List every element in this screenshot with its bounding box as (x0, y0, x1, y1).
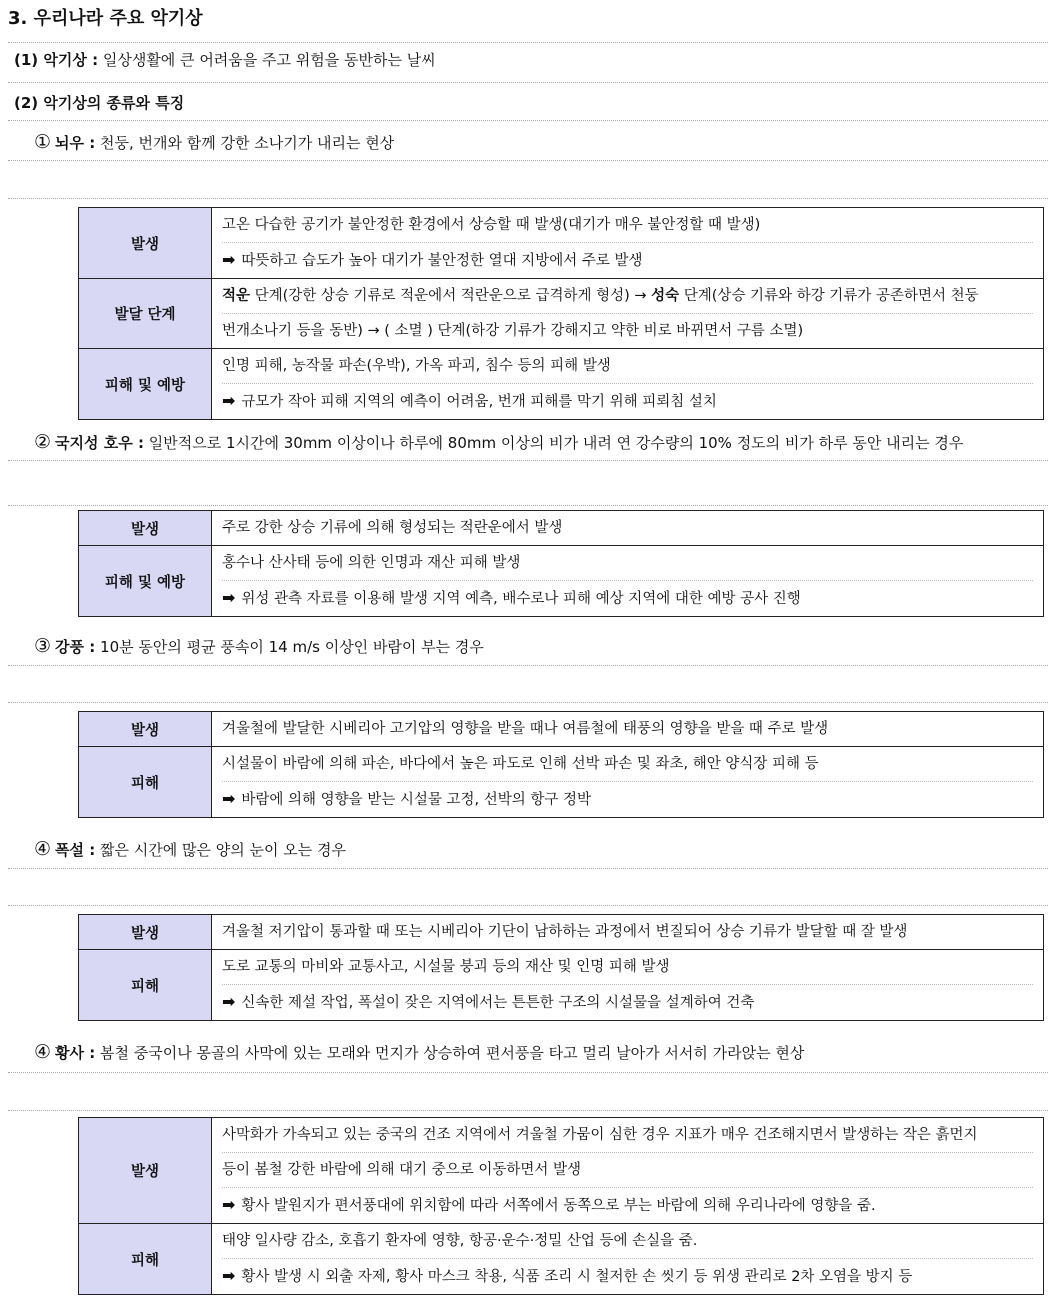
ruled-line (8, 1072, 1048, 1073)
arrow-icon: ➡ (222, 250, 236, 269)
content-line: ➡ 황사 발원지가 편서풍대에 위치함에 따라 서쪽에서 동쪽으로 부는 바람에 의해 우리나라에 영향을 줌. (222, 1187, 1033, 1223)
row-content (212, 712, 1044, 747)
table-row (79, 712, 1044, 747)
content-line: 번개소나기 등을 동반) → ( 소멸 ) 단계(하강 기류가 강해지고 약한 비로 바뀌면서 구름 소멸) (222, 313, 1033, 348)
row-label: 피해 및 예방 (79, 546, 212, 617)
content-line: 사막화가 가속되고 있는 중국의 건조 지역에서 겨울철 가뭄이 심한 경우 지표가 매우 건조해지면서 발생하는 작은 흙먼지 (222, 1127, 978, 1143)
row-label: 피해 (79, 950, 212, 1021)
section-marker: ④ (34, 838, 52, 860)
content-line: ➡ 바람에 의해 영향을 받는 시설물 고정, 선박의 항구 정박 (222, 781, 1033, 817)
row-content (212, 208, 1044, 279)
ruled-line (8, 42, 1048, 43)
ruled-line (8, 198, 1048, 199)
row-content (212, 546, 1044, 617)
content-line: 인명 피해, 농작물 파손(우박), 가옥 파괴, 침수 등의 피해 발생 (222, 358, 611, 374)
section-heading (34, 131, 394, 154)
section-marker: ③ (34, 635, 52, 657)
section-heading (34, 635, 484, 658)
row-label: 피해 (79, 1224, 212, 1295)
section-name: 폭설 : (55, 841, 96, 859)
section-name: 강풍 : (55, 638, 96, 656)
table-row (79, 747, 1044, 818)
row-label: 발생 (79, 915, 212, 950)
content-line: 등이 봄철 강한 바람에 의해 대기 중으로 이동하면서 발생 (222, 1152, 1033, 1187)
row-label: 피해 (79, 747, 212, 818)
row-label: 피해 및 예방 (79, 349, 212, 420)
section-heading (34, 431, 963, 454)
content-line: 주로 강한 상승 기류에 의해 형성되는 적란운에서 발생 (222, 520, 563, 536)
definition-line (14, 49, 436, 71)
content-line: 홍수나 산사태 등에 의한 인명과 재산 피해 발생 (222, 555, 521, 571)
content-line: ➡ 규모가 작아 피해 지역의 예측이 어려움, 번개 피해를 막기 위해 피뢰침 설치 (222, 383, 1033, 419)
row-label: 발생 (79, 1118, 212, 1224)
row-content (212, 1118, 1044, 1224)
table-row (79, 915, 1044, 950)
table-row (79, 349, 1044, 420)
content-line: ➡ 황사 발생 시 외출 자제, 황사 마스크 착용, 식품 조리 시 철저한 손 씻기 등 위생 관리로 2차 오염을 방지 등 (222, 1258, 1033, 1294)
section-desc: 천둥, 번개와 함께 강한 소나기가 내리는 현상 (100, 134, 395, 152)
section-marker: ② (34, 431, 52, 453)
table-row (79, 1224, 1044, 1295)
content-line: ➡ 위성 관측 자료를 이용해 발생 지역 예측, 배수로나 피해 예상 지역에 대한 예방 공사 진행 (222, 580, 1033, 616)
info-table (78, 914, 1044, 1021)
row-content (212, 747, 1044, 818)
row-content (212, 915, 1044, 950)
section-desc: 짧은 시간에 많은 양의 눈이 오는 경우 (100, 841, 346, 859)
definition-label: (1) 악기상 : (14, 51, 99, 69)
row-label: 발생 (79, 712, 212, 747)
arrow-icon: ➡ (222, 1195, 236, 1214)
content-line: 적운 단계(강한 상승 기류로 적운에서 적란운으로 급격하게 형성) → 성숙 단계(상승 기류와 하강 기류가 공존하면서 천둥 (222, 288, 979, 304)
content-line: ➡ 신속한 제설 작업, 폭설이 잦은 지역에서는 튼튼한 구조의 시설물을 설계하여 건축 (222, 984, 1033, 1020)
ruled-line (8, 868, 1048, 869)
types-heading: (2) 악기상의 종류와 특징 (14, 94, 185, 112)
content-line: 도로 교통의 마비와 교통사고, 시설물 붕괴 등의 재산 및 인명 피해 발생 (222, 959, 670, 975)
section-name: 국지성 호우 : (55, 434, 144, 452)
ruled-line (8, 702, 1048, 703)
row-label: 발생 (79, 511, 212, 546)
ruled-line (8, 82, 1048, 83)
arrow-icon: ➡ (222, 1266, 236, 1285)
ruled-line (8, 1110, 1048, 1111)
ruled-line (8, 505, 1048, 506)
table-row (79, 950, 1044, 1021)
row-content (212, 1224, 1044, 1295)
content-line: 태양 일사량 감소, 호흡기 환자에 영향, 항공·운수·정밀 산업 등에 손실을 줌. (222, 1233, 698, 1249)
content-line: 고온 다습한 공기가 불안정한 환경에서 상승할 때 발생(대기가 매우 불안정할 때 발생) (222, 217, 761, 233)
arrow-icon: ➡ (222, 789, 236, 808)
section-desc: 봄철 중국이나 몽골의 사막에 있는 모래와 먼지가 상승하여 편서풍을 타고 멀리 날아가 서서히 가라앉는 현상 (100, 1044, 805, 1062)
table-row (79, 1118, 1044, 1224)
table-row (79, 208, 1044, 279)
info-table (78, 207, 1044, 420)
table-row (79, 279, 1044, 349)
table-row (79, 511, 1044, 546)
info-table (78, 711, 1044, 818)
section-marker: ④ (34, 1041, 52, 1063)
page-title: 3. 우리나라 주요 악기상 (8, 8, 203, 29)
row-label: 발달 단계 (79, 279, 212, 349)
content-line: 시설물이 바람에 의해 파손, 바다에서 높은 파도로 인해 선박 파손 및 좌초, 해안 양식장 피해 등 (222, 756, 819, 772)
ruled-line (8, 665, 1048, 666)
section-heading (34, 838, 346, 861)
section-marker: ① (34, 131, 52, 153)
ruled-line (8, 120, 1048, 121)
content-line: ➡ 따뜻하고 습도가 높아 대기가 불안정한 열대 지방에서 주로 발생 (222, 242, 1033, 278)
row-content (212, 349, 1044, 420)
ruled-line (8, 460, 1048, 461)
row-label: 발생 (79, 208, 212, 279)
arrow-icon: ➡ (222, 992, 236, 1011)
table-row (79, 546, 1044, 617)
section-name: 뇌우 : (55, 134, 96, 152)
content-line: 겨울철 저기압이 통과할 때 또는 시베리아 기단이 남하하는 과정에서 변질되어 상승 기류가 발달할 때 잘 발생 (222, 924, 908, 940)
row-content (212, 511, 1044, 546)
section-desc: 일반적으로 1시간에 30mm 이상이나 하루에 80mm 이상의 비가 내려 연 강수량의 10% 정도의 비가 하루 동안 내리는 경우 (148, 434, 964, 452)
info-table (78, 510, 1044, 617)
arrow-icon: ➡ (222, 391, 236, 410)
section-desc: 10분 동안의 평균 풍속이 14 m/s 이상인 바람이 부는 경우 (100, 638, 484, 656)
arrow-icon: ➡ (222, 588, 236, 607)
ruled-line (8, 160, 1048, 161)
section-name: 황사 : (55, 1044, 96, 1062)
content-line: 겨울철에 발달한 시베리아 고기압의 영향을 받을 때나 여름철에 태풍의 영향을 받을 때 주로 발생 (222, 721, 829, 737)
definition-text: 일상생활에 큰 어려움을 주고 위험을 동반하는 날씨 (102, 51, 436, 69)
section-heading (34, 1041, 804, 1064)
row-content (212, 279, 1044, 349)
info-table (78, 1117, 1044, 1295)
row-content (212, 950, 1044, 1021)
ruled-line (8, 905, 1048, 906)
